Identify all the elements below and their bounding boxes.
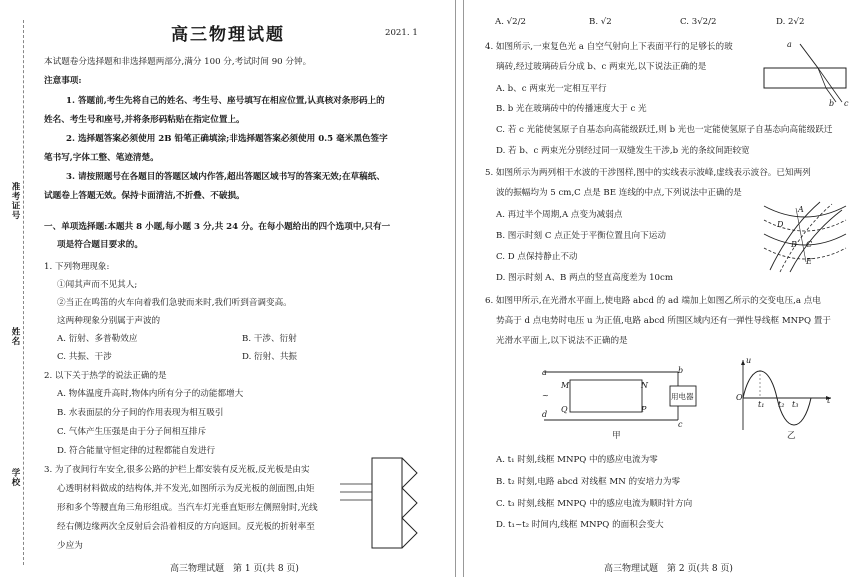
notice-line: 1. 答题前,考生先将自己的姓名、考生号、座号填写在相应位置,认真核对条形码上的 [66,96,385,106]
question-1-option: B. 干涉、衍射 [242,334,297,344]
question-1-stem-cont: 这两种现象分别属于声波的 [57,316,161,326]
exam-date: 2021. 1 [385,28,418,38]
question-6-line: 势高于 d 点电势时电压 u 为正值,电路 abcd 所围区域内还有一弹性导线框 MNPQ 置于 [496,316,831,326]
binding-line [23,20,24,565]
frame-label-m: M [561,381,570,390]
point-label-b: B [791,240,797,249]
question-1-option: C. 共振、干涉 [57,352,112,362]
question-4-option: B. b 光在玻璃砖中的传播速度大于 c 光 [496,104,647,114]
page-1-footer: 高三物理试题 第 1 页(共 8 页) [170,564,299,574]
question-2-option: A. 物体温度升高时,物体内所有分子的动能都增大 [57,389,244,399]
question-6-line: 6. 如图甲所示,在光滑水平面上,使电路 abcd 的 ad 端加上如图乙所示的交变电压,a 点电 [485,296,821,306]
frame-label-q: Q [561,405,568,414]
graph-label-t3: t₃ [792,400,799,409]
ray-label-c: c [844,99,849,108]
question-2-stem: 2. 以下关于热学的说法正确的是 [44,371,167,381]
notice-heading: 注意事项: [44,76,82,86]
side-label-exam-id: 准考证号 [10,182,20,220]
graph-label-origin: O [736,393,743,402]
question-6-line: 光滑水平面上,以下说法不正确的是 [496,336,628,346]
question-6-option: B. t₂ 时刻,电路 abcd 对线框 MN 的安培力为零 [496,477,681,487]
frame-label-p: P [641,405,647,414]
intro-text: 本试题卷分选择题和非选择题两部分,满分 100 分,考试时间 90 分钟。 [44,57,312,67]
point-label-a: A [798,205,804,214]
question-5-option: D. 图示时刻 A、B 两点的竖直高度差为 10cm [496,273,673,283]
circuit-label-d: d [542,410,548,419]
question-3-line: 3. 为了夜间行车安全,很多公路的护栏上都安装有反光板,反光板是由实 [44,465,310,475]
ray-label-b: b [829,99,835,108]
question-5-option: C. D 点保持静止不动 [496,252,578,262]
graph-label-t: t [827,396,831,405]
circuit-label-c: c [678,420,683,429]
point-label-d: D [777,220,784,229]
question-3-line: 形和多个等腰直角三角形组成。当汽车灯光垂直矩形左侧照射时,光线 [57,503,318,513]
notice-line: 笔书写,字体工整、笔迹清楚。 [44,153,159,163]
question-3-line: 经右侧边缘两次全反射后会沿着相反的方向返回。反光板的折射率至 [57,522,315,532]
figure-yi-caption: 乙 [787,431,796,441]
question-6-option: A. t₁ 时刻,线框 MNPQ 中的感应电流为零 [496,455,658,465]
notice-line: 姓名、考生号和座号,并将条形码粘贴在指定位置上。 [44,115,245,125]
question-1-option: D. 衍射、共振 [242,352,298,362]
side-label-school: 学校 [10,468,20,487]
load-device-label: 用电器 [671,392,694,401]
notice-line: 试题卷上答题无效。保持卡面清洁,不折叠、不破损。 [44,191,245,201]
question-4-option: D. 若 b、c 两束光分别经过同一双缝发生干涉,b 光的条纹间距较宽 [496,146,750,156]
question-1-item: ②当正在鸣笛的火车向着我们急驶而来时,我们听到音调变高。 [57,298,292,308]
point-label-c: C [806,240,813,249]
question-3-line: 少应为 [57,541,83,551]
section-heading: 一、单项选择题:本题共 8 小题,每小题 3 分,共 24 分。在每小题给出的四个选项中,只有一 [44,222,391,232]
page-title: 高三物理试题 [171,25,285,44]
circuit-label-a: a [542,368,547,377]
question-3-option: D. 2√2 [776,17,805,27]
question-3-option: B. √2 [589,17,612,27]
question-5-option: A. 再过半个周期,A 点变为减弱点 [496,210,623,220]
graph-label-t2: t₂ [778,400,785,409]
circuit-label-b: b [678,366,684,375]
question-3-option: A. √2/2 [495,17,526,27]
question-3-option: C. 3√2/2 [680,17,717,27]
frame-label-n: N [641,381,648,390]
page-divider [455,0,456,577]
question-6-option: D. t₁~t₂ 时间内,线框 MNPQ 的面积会变大 [496,520,664,530]
question-6-option: C. t₃ 时刻,线框 MNPQ 中的感应电流为顺时针方向 [496,499,693,509]
notice-line: 3. 请按照题号在各题目的答题区域内作答,超出答题区域书写的答案无效;在草稿纸、 [66,172,385,182]
side-label-name: 姓名 [10,327,20,346]
figure-jia-caption: 甲 [612,431,621,441]
question-4-line: 璃砖,经过玻璃砖后分成 b、c 两束光,以下说法正确的是 [496,62,707,72]
ac-source-symbol: ~ [542,391,549,400]
notice-line: 2. 选择题答案必须使用 2B 铅笔正确填涂;非选择题答案必须使用 0.5 毫米黑色签字 [66,134,388,144]
section-heading-cont: 项是符合题目要求的。 [57,240,143,250]
graph-label-u: u [746,356,752,365]
glass-block-figure [760,38,850,108]
voltage-graph [735,358,835,432]
page-2-footer: 高三物理试题 第 2 页(共 8 页) [604,564,733,574]
ray-label-a: a [787,40,792,49]
question-4-line: 4. 如图所示,一束复色光 a 自空气射向上下表面平行的足够长的玻 [485,42,733,52]
question-4-option: A. b、c 两束光一定相互平行 [496,84,607,94]
graph-label-t1: t₁ [758,400,765,409]
question-2-option: C. 气体产生压强是由于分子间相互排斥 [57,427,207,437]
question-5-line: 5. 如图所示为两列相干水波的干涉图样,图中的实线表示波峰,虚线表示波谷。已知两列 [485,168,811,178]
reflector-figure [338,456,423,551]
question-5-option: B. 图示时刻 C 点正处于平衡位置且向下运动 [496,231,666,241]
question-4-option: C. 若 c 光能使氢原子自基态向高能级跃迁,则 b 光也一定能使氢原子自基态向高能级跃迁 [496,125,833,135]
question-5-line: 波的振幅均为 5 cm,C 点是 BE 连线的中点,下列说法中正确的是 [496,188,742,198]
point-label-e: E [806,257,812,266]
question-1-option: A. 衍射、多普勒效应 [57,334,138,344]
question-3-line: 心透明材料做成的结构体,并不发光,如图所示为反光板的剖面图,由矩 [57,484,315,494]
question-1-stem: 1. 下列物理现象: [44,262,110,272]
interference-figure [760,198,850,274]
page-divider [463,0,464,577]
question-1-item: ①闻其声而不见其人; [57,280,138,290]
question-2-option: B. 水表面层的分子间的作用表现为相互吸引 [57,408,224,418]
question-2-option: D. 符合能量守恒定律的过程都能自发进行 [57,446,216,456]
